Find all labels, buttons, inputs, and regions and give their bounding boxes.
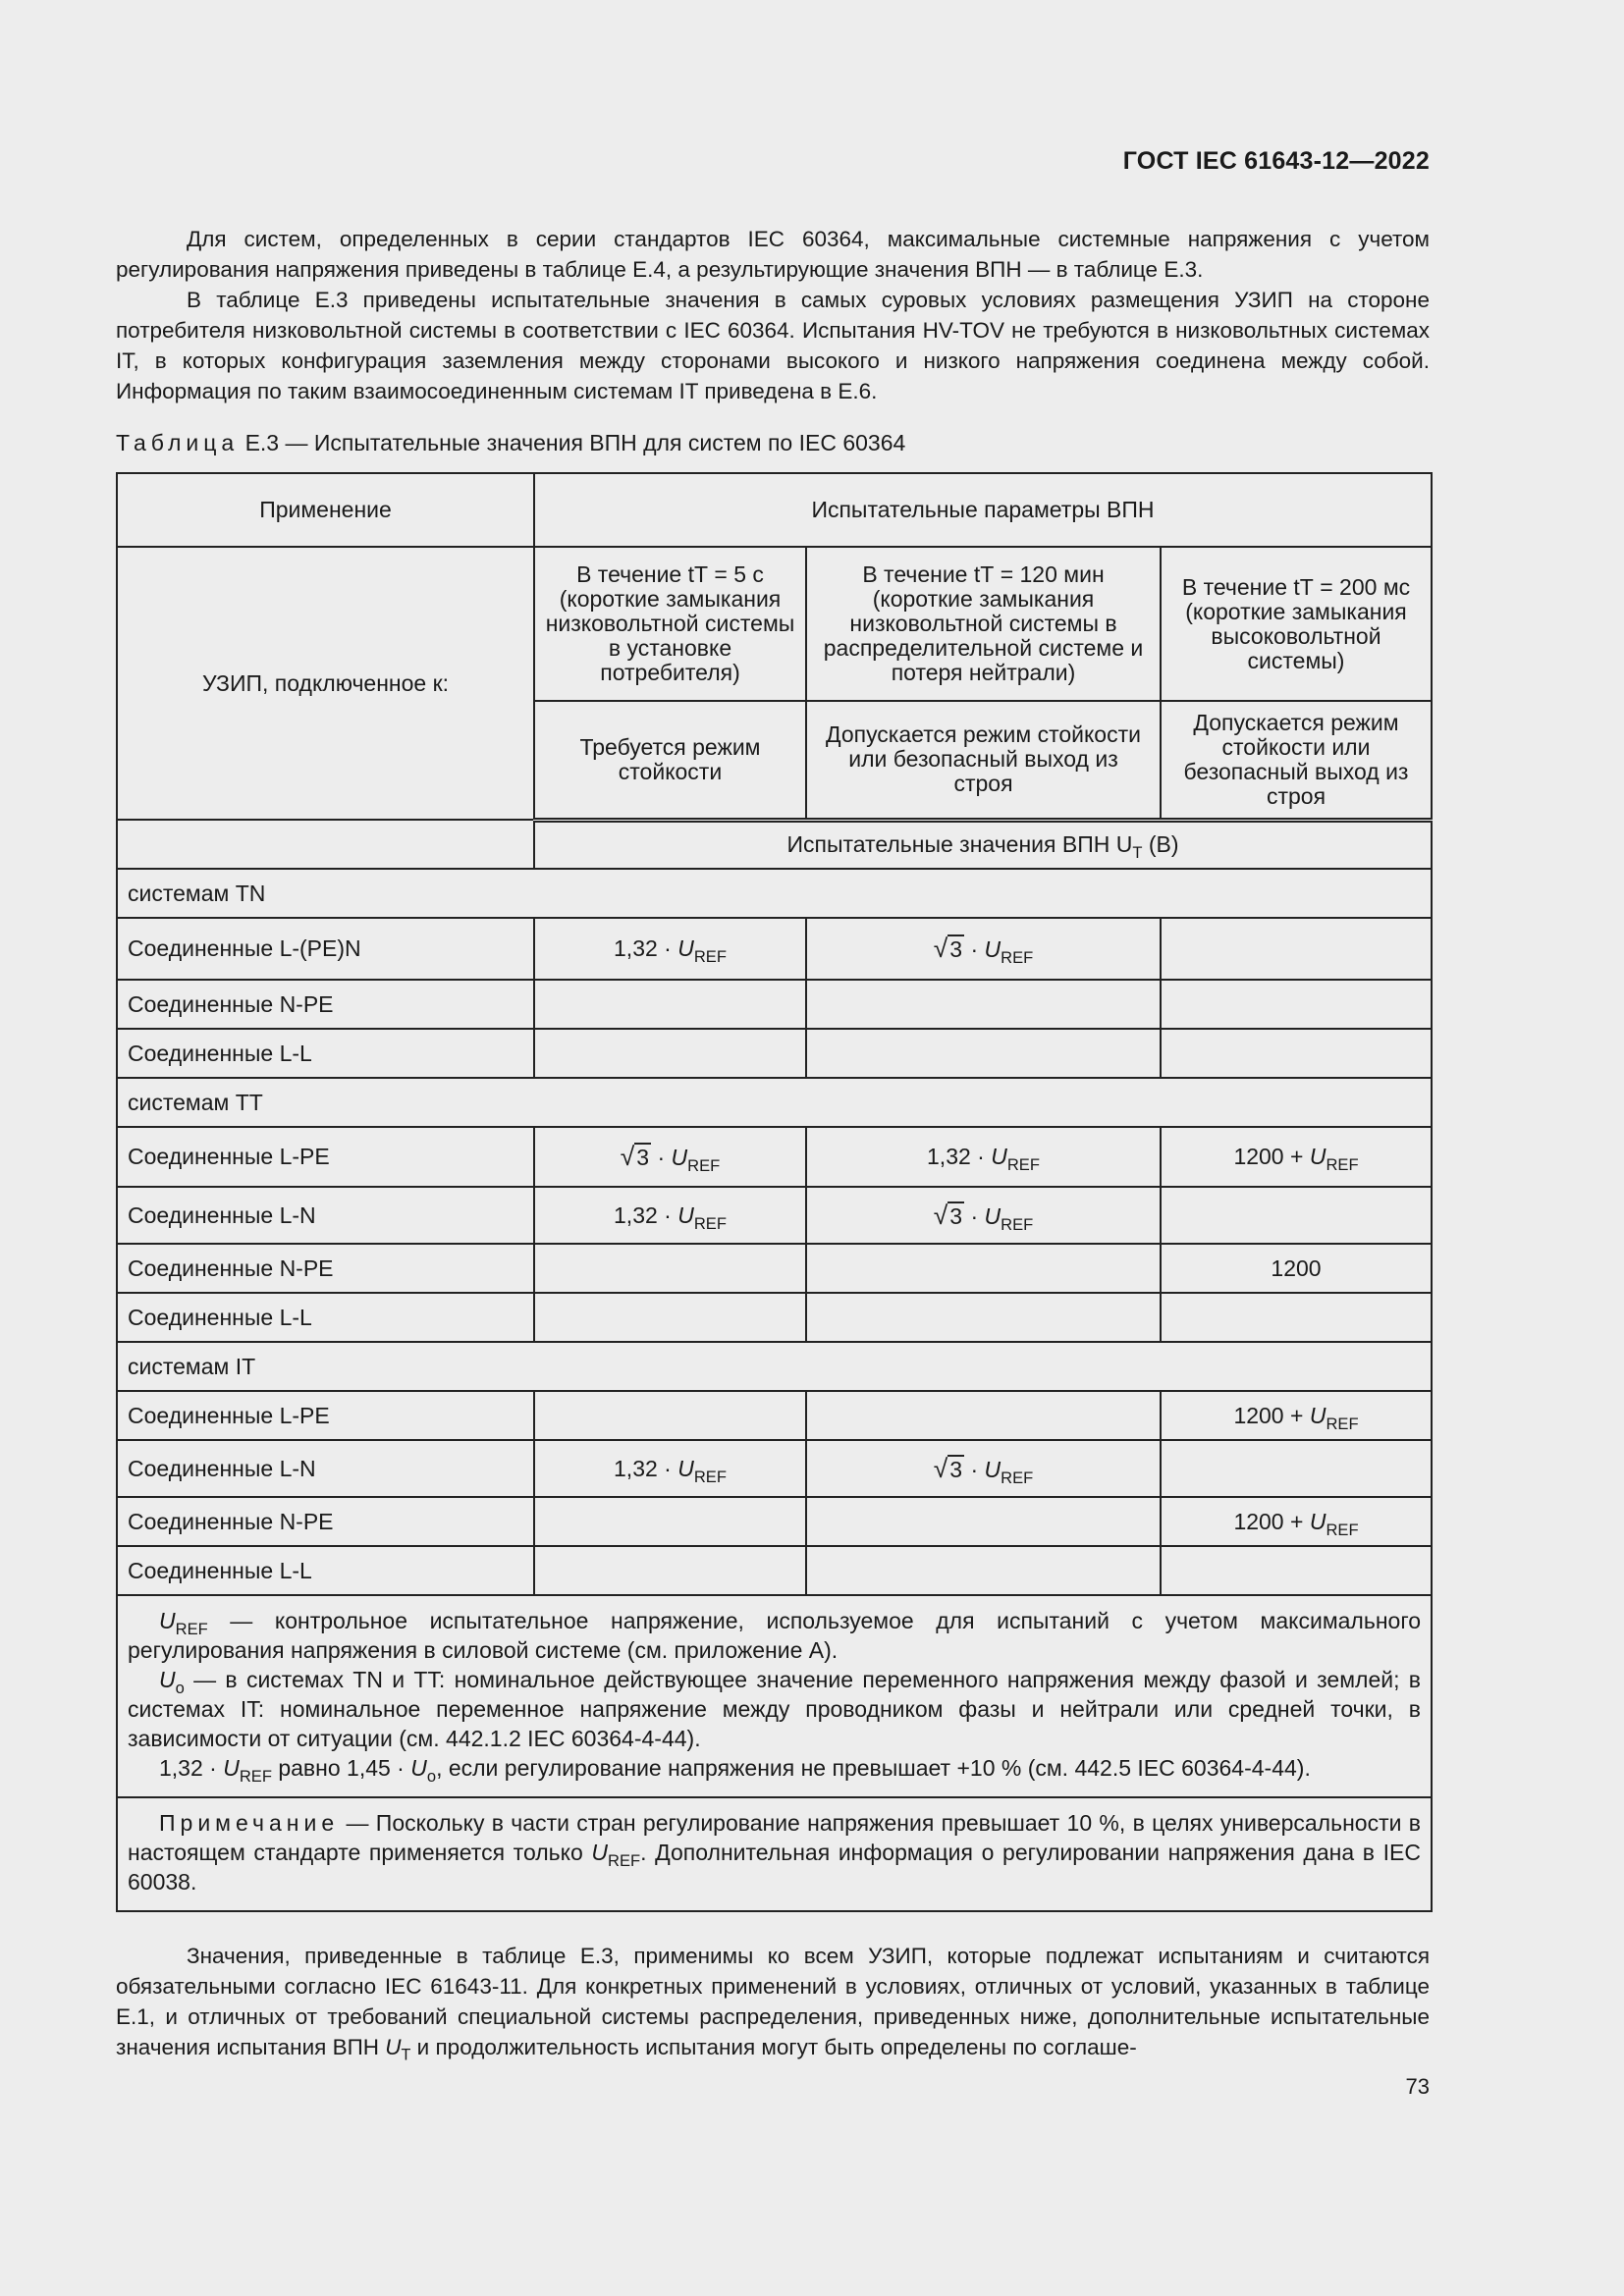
- header-test-params: Испытательные параметры ВПН: [534, 473, 1432, 547]
- header-col1-time: В течение tТ = 5 с (короткие замыкания низковольтной системы в установке потребителя): [534, 547, 806, 701]
- section-it: системам IT: [117, 1342, 1432, 1391]
- table-caption-label: Таблица: [116, 430, 240, 455]
- empty-cell: [117, 820, 534, 869]
- note-uref: $U_{REF}$ — контрольное испытательное напряжение, используемое для испытаний с учетом максимального регулирования напряжения в силовой системе (см. приложение А).: [128, 1608, 1421, 1663]
- remark-label: Примечание: [159, 1810, 340, 1836]
- value-cell: $1,32 \cdot U_{REF}$: [534, 1440, 806, 1497]
- value-cell: 1200: [1161, 1244, 1432, 1293]
- value-cell: $1,32 \cdot U_{REF}$: [534, 1187, 806, 1244]
- value-cell: $1,32 \cdot U_{REF}$: [806, 1127, 1161, 1187]
- table-notes: [117, 1595, 1432, 1797]
- table-caption: [116, 428, 905, 457]
- note-ratio: $1,32 \cdot U_{REF}$ равно $1,45 \cdot U_o$, если регулирование напряжения не превышает +10 % (см. 442.5 IEC 60364-4-44).: [159, 1755, 1311, 1786]
- table-remark: Примечание — Поскольку в части стран регулирование напряжения превышает 10 %, в целях универсальности в настоящем стандарте применяется только $U_{REF}$. Дополнительная информация о регулировании напряжения дана в IEC 60038.: [117, 1797, 1432, 1911]
- table-caption-text: E.3 — Испытательные значения ВПН для систем по IEC 60364: [244, 430, 906, 455]
- header-col1-mode: Требуется режим стойкости: [534, 701, 806, 820]
- header-col2-time: В течение tТ = 120 мин (короткие замыкания низковольтной системы в распределительной системе и потеря нейтрали): [806, 547, 1161, 701]
- value-cell: $√3 \cdot U_{REF}$: [806, 1187, 1161, 1244]
- header-col3-time: В течение tТ = 200 мс (короткие замыкания высоковольтной системы): [1161, 547, 1432, 701]
- row-label: Соединенные N-PE: [117, 980, 534, 1029]
- row-label: Соединенные L-N: [117, 1440, 534, 1497]
- tov-test-table: [116, 472, 1433, 1912]
- header-spd-connected: УЗИП, подключенное к:: [117, 547, 534, 820]
- intro-text: [116, 224, 1430, 406]
- intro-paragraph-2: В таблице E.3 приведены испытательные значения в самых суровых условиях размещения УЗИП на стороне потребителя низковольтной системы в соответствии с IEC 60364. Испытания HV-TOV не требуются в низковольтных системах IT, в которых конфигурация заземления между сторонами высокого и низкого напряжения соединена между собой. Информация по таким взаимосоединенным системам IT приведена в E.6.: [116, 288, 1430, 403]
- header-col3-mode: Допускается режим стойкости или безопасный выход из строя: [1161, 701, 1432, 820]
- row-label: Соединенные L-L: [117, 1029, 534, 1078]
- value-cell: $√3 \cdot U_{REF}$: [806, 918, 1161, 980]
- row-label: Соединенные L-L: [117, 1546, 534, 1595]
- value-cell: [1161, 918, 1432, 980]
- row-label: Соединенные N-PE: [117, 1497, 534, 1546]
- value-cell: $1200 + U_{REF}$: [1161, 1497, 1432, 1546]
- row-label: Соединенные L-PE: [117, 1391, 534, 1440]
- value-cell: $1200 + U_{REF}$: [1161, 1127, 1432, 1187]
- header-application: Применение: [117, 473, 534, 547]
- value-cell: $√3 \cdot U_{REF}$: [806, 1440, 1161, 1497]
- section-tn: системам TN: [117, 869, 1432, 918]
- page-number: 73: [1405, 2074, 1430, 2099]
- section-tt: системам TT: [117, 1078, 1432, 1127]
- value-cell: $1200 + U_{REF}$: [1161, 1391, 1432, 1440]
- outro-paragraph: Значения, приведенные в таблице E.3, применимы ко всем УЗИП, которые подлежат испытаниям и считаются обязательными согласно IEC 61643-11. Для конкретных применений в условиях, отличных от условий, указанных в таблице E.1, и отличных от требований специальной системы распределения, приведенных ниже, дополнительные испытательные значения испытания ВПН $U_T$ и продолжительность испытания могут быть определены по соглаше-: [116, 1944, 1430, 2064]
- row-label: Соединенные L-L: [117, 1293, 534, 1342]
- header-col2-mode: Допускается режим стойкости или безопасный выход из строя: [806, 701, 1161, 820]
- document-number: ГОСТ IEC 61643-12—2022: [1122, 147, 1430, 175]
- value-cell: $√3 \cdot U_{REF}$: [534, 1127, 806, 1187]
- intro-paragraph-1: Для систем, определенных в серии стандартов IEC 60364, максимальные системные напряжения с учетом регулирования напряжения приведены в таблице E.4, а результирующие значения ВПН — в таблице E.3.: [116, 227, 1430, 282]
- row-label: Соединенные L-N: [117, 1187, 534, 1244]
- outro-text: [116, 1941, 1430, 2062]
- row-label: Соединенные N-PE: [117, 1244, 534, 1293]
- row-label: Соединенные L-PE: [117, 1127, 534, 1187]
- value-cell: $1,32 \cdot U_{REF}$: [534, 918, 806, 980]
- values-header: Испытательные значения ВПН $U_T$ (В): [534, 820, 1432, 869]
- note-uo: $U_o$ — в системах TN и TT: номинальное действующее значение переменного напряжения между фазой и землей; в системах IT: номинальное переменное напряжение между проводником фазы и нейтрали или средней точки, в зависимости от ситуации (см. 442.1.2 IEC 60364-4-44).: [128, 1667, 1421, 1751]
- row-label: Соединенные L-(PE)N: [117, 918, 534, 980]
